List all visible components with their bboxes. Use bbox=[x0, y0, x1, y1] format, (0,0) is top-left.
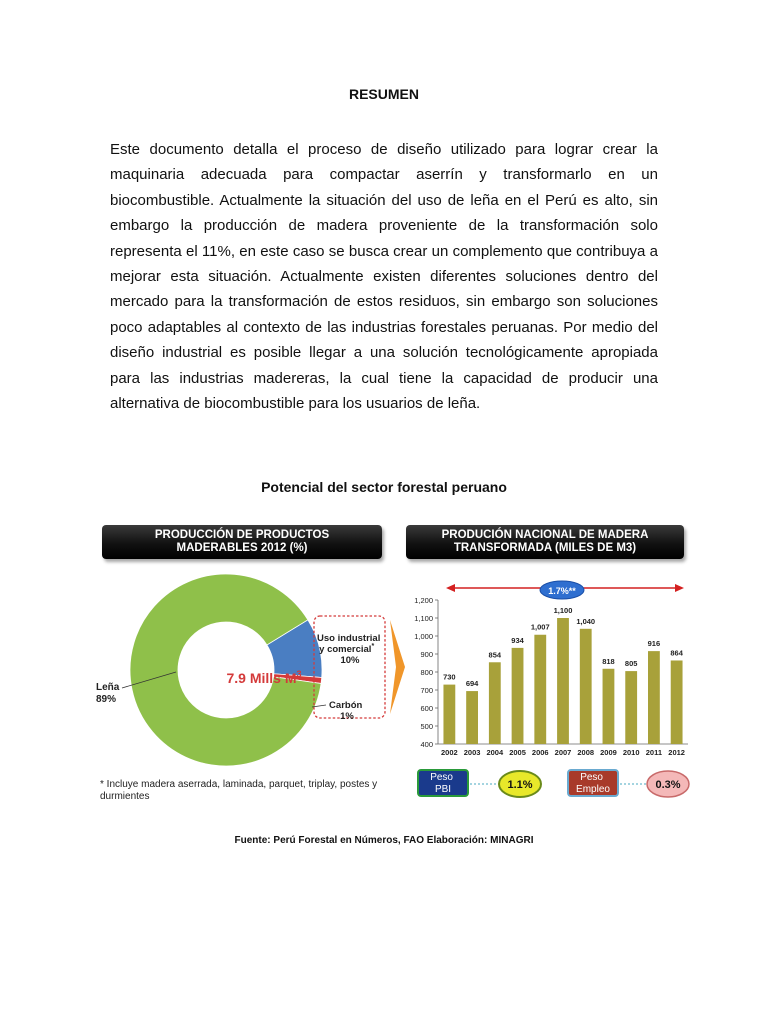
figure-title: Potencial del sector forestal peruano bbox=[261, 479, 507, 495]
x-tick-label: 2012 bbox=[668, 748, 685, 757]
bar-2002 bbox=[443, 685, 455, 744]
bar-value-label: 1,040 bbox=[576, 616, 596, 626]
bar-header-line-1: PRODUCIÓN NACIONAL DE MADERA bbox=[441, 529, 649, 541]
bar-value-label: 730 bbox=[443, 672, 456, 682]
summary-paragraph: Este documento detalla el proceso de diseño utilizado para lograr crear la maquinaria adecuada para compactar aserrín y transformarlo en un biocombustible. Actualmente la situación del uso de leña en el Perú es alto, sin embargo la producción de madera proveniente de la transformación solo representa el 11%, en este caso se busca crear un complemento que contribuya a mejorar esta situación. Actualmente existen diferentes soluciones dentro del mercado para la transformación de estos residuos, sin embargo son soluciones poco adaptables al contexto de las industrias forestales peruanas. Por medio del diseño industrial es posible llegar a una solución tecnológicamente apropiada para las industrias madereras, la cual tiene la capacidad de producir una alternativa de biocombustible para los usuarios de leña. bbox=[110, 141, 658, 413]
peso-empleo-value: 0.3% bbox=[655, 779, 681, 791]
infographic-footnote: * Incluye madera aserrada, laminada, parquet, triplay, postes y durmientes bbox=[100, 779, 378, 802]
x-tick-label: 2003 bbox=[463, 748, 481, 757]
x-tick-label: 2004 bbox=[486, 748, 504, 757]
donut-panel-header bbox=[102, 525, 382, 559]
bar-2009 bbox=[603, 669, 615, 744]
x-tick-label: 2002 bbox=[441, 748, 458, 757]
bar-2008 bbox=[580, 629, 592, 744]
donut-header-line-1: PRODUCCIÓN DE PRODUCTOS bbox=[154, 529, 330, 541]
x-tick-label: 2007 bbox=[554, 748, 572, 757]
bar-value-label: 916 bbox=[647, 639, 661, 649]
y-tick-label: 800 bbox=[420, 668, 433, 677]
lena-label: Leña 89% bbox=[96, 682, 120, 705]
y-tick-label: 700 bbox=[420, 686, 433, 695]
y-tick-label: 1,100 bbox=[414, 614, 433, 623]
bar-value-label: 805 bbox=[624, 659, 638, 669]
source-note: Fuente: Perú Forestal en Números, FAO Elaboración: MINAGRI bbox=[234, 835, 534, 846]
document-title: RESUMEN bbox=[348, 86, 419, 102]
uso-label: Uso industrial y comercial* 10% bbox=[317, 633, 381, 666]
y-tick-label: 1,200 bbox=[414, 596, 433, 605]
bar-value-label: 818 bbox=[602, 656, 615, 666]
bar-2012 bbox=[671, 660, 683, 744]
bar-value-label: 1,100 bbox=[553, 606, 573, 615]
peso-indicators bbox=[416, 766, 696, 802]
y-tick-label: 400 bbox=[420, 740, 433, 749]
bar-value-label: 694 bbox=[465, 679, 479, 689]
peso-pbi-value: 1.1% bbox=[507, 779, 533, 791]
bar-2005 bbox=[512, 648, 524, 744]
x-tick-label: 2005 bbox=[509, 748, 526, 757]
x-tick-label: 2010 bbox=[622, 748, 640, 757]
bar-header-line-2: TRANSFORMADA (MILES DE M3) bbox=[453, 542, 637, 554]
y-tick-label: 500 bbox=[420, 722, 433, 731]
growth-badge-label: 1.7%** bbox=[548, 586, 576, 596]
bar-value-label: 864 bbox=[670, 648, 683, 658]
growth-right-arrow-icon bbox=[675, 584, 684, 592]
growth-left-arrow-icon bbox=[446, 584, 455, 592]
donut-header-line-2: MADERABLES 2012 (%) bbox=[176, 542, 308, 554]
bar-value-label: 854 bbox=[488, 650, 502, 660]
bar-value-label: 934 bbox=[511, 635, 524, 645]
bar-value-label: 1,007 bbox=[530, 622, 550, 632]
carbon-label: Carbón 1% bbox=[329, 700, 363, 722]
bar-2010 bbox=[625, 671, 637, 744]
bar-2004 bbox=[489, 662, 501, 744]
donut-center-label: 7.9 Mills $M^3$ bbox=[226, 669, 302, 686]
x-tick-label: 2009 bbox=[600, 748, 617, 757]
x-tick-label: 2006 bbox=[531, 748, 549, 757]
right-arrow-icon bbox=[390, 620, 405, 714]
bar-panel-header bbox=[406, 525, 684, 559]
x-tick-label: 2011 bbox=[645, 748, 663, 757]
bar-2007 bbox=[557, 618, 569, 744]
y-tick-label: 600 bbox=[420, 704, 433, 713]
bar-2011 bbox=[648, 651, 660, 744]
bar-2003 bbox=[466, 691, 478, 744]
peso-empleo-label: Peso Empleo bbox=[576, 772, 610, 795]
y-tick-label: 1,000 bbox=[414, 632, 433, 641]
bar-chart bbox=[408, 570, 690, 796]
bar-2006 bbox=[534, 635, 546, 744]
peso-pbi-label: Peso PBI bbox=[430, 772, 454, 795]
x-tick-label: 2008 bbox=[577, 748, 595, 757]
y-tick-label: 900 bbox=[420, 650, 433, 659]
growth-indicator bbox=[446, 581, 684, 599]
donut-chart bbox=[96, 568, 406, 778]
